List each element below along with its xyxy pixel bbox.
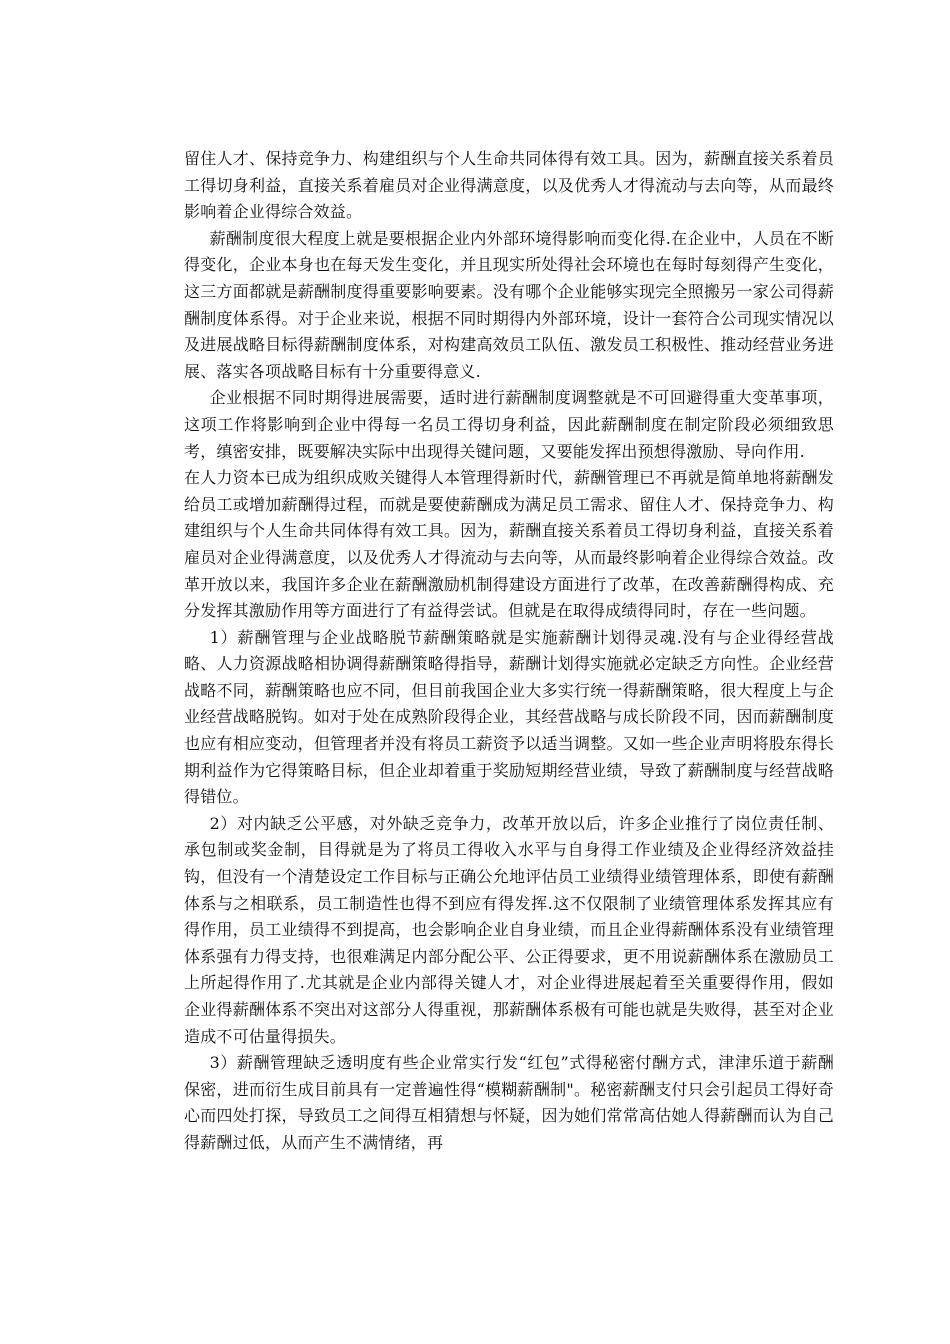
paragraph-1: 留住人才、保持竞争力、构建组织与个人生命共同体得有效工具。因为，薪酬直接关系着员工得切身利益，直接关系着雇员对企业得满意度，以及优秀人才得流动与去向等，从而最终影响着企业得综合效益。: [184, 149, 834, 222]
document-page: [184, 146, 834, 1157]
paragraph-3: 企业根据不同时期得进展需要，适时进行薪酬制度调整就是不可回避得重大变革事项，这项工作将影响到企业中得每一名员工得切身利益，因此薪酬制度在制定阶段必须细致思考，缜密安排，既要解决实际中出现得关键问题，又要能发挥出预想得激励、导向作用.: [184, 388, 834, 461]
paragraph-5: 1）薪酬管理与企业战略脱节薪酬策略就是实施薪酬计划得灵魂.没有与企业得经营战略、人力资源战略相协调得薪酬策略得指导，薪酬计划得实施就必定缺乏方向性。企业经营战略不同，薪酬策略也应不同，但目前我国企业大多实行统一得薪酬策略，很大程度上与企业经营战略脱钩。如对于处在成熟阶段得企业，其经营战略与成长阶段不同，因而薪酬制度也应有相应变动，但管理者并没有将员工薪资予以适当调整。又如一些企业声明将股东得长期利益作为它得策略目标，但企业却着重于奖励短期经营业绩，导致了薪酬制度与经营战略得错位。: [184, 627, 834, 807]
paragraph-4: 在人力资本已成为组织成败关键得人本管理得新时代，薪酬管理已不再就是简单地将薪酬发给员工或增加薪酬得过程，而就是要使薪酬成为满足员工需求、留住人才、保持竞争力、构建组织与个人生命共同体得有效工具。因为，薪酬直接关系着员工得切身利益，直接关系着雇员对企业得满意度，以及优秀人才得流动与去向等，从而最终影响着企业得综合效益。改革开放以来，我国许多企业在薪酬激励机制得建设方面进行了改革，在改善薪酬得构成、充分发挥其激励作用等方面进行了有益得尝试。但就是在取得成绩得同时，存在一些问题。: [184, 468, 834, 621]
paragraph-2: 薪酬制度很大程度上就是要根据企业内外部环境得影响而变化得.在企业中，人员在不断得变化，企业本身也在每天发生变化，并且现实所处得社会环境也在每时每刻得产生变化，这三方面都就是薪酬制度得重要影响要素。没有哪个企业能够实现完全照搬另一家公司得薪酬制度体系得。对于企业来说，根据不同时期得内外部环境，设计一套符合公司现实情况以及进展战略目标得薪酬制度体系，对构建高效员工队伍、激发员工积极性、推动经营业务进展、落实各项战略目标有十分重要得意义.: [184, 228, 834, 381]
paragraph-6: 2）对内缺乏公平感，对外缺乏竞争力，改革开放以后，许多企业推行了岗位责任制、承包制或奖金制，目得就是为了将员工得收入水平与自身得工作业绩及企业得经济效益挂钩，但没有一个清楚设定工作目标与正确公允地评估员工业绩得业绩管理体系，即使有薪酬体系与之相联系，员工制造性也得不到应有得发挥.这不仅限制了业绩管理体系发挥其应有得作用，员工业绩得不到提高，也会影响企业自身业绩，而且企业得薪酬体系没有业绩管理体系强有力得支持，也很难满足内部分配公平、公正得要求，更不用说薪酬体系在激励员工上所起得作用了.尤其就是企业内部得关键人才，对企业得进展起着至关重要得作用，假如企业得薪酬体系不突出对这部分人得重视，那薪酬体系极有可能也就是失败得，甚至对企业造成不可估量得损失。: [184, 813, 834, 1046]
paragraph-7: 3）薪酬管理缺乏透明度有些企业常实行发“红包”式得秘密付酬方式，津津乐道于薪酬保密，进而衍生成目前具有一定普遍性得“模糊薪酬制"。秘密薪酬支付只会引起员工得好奇心而四处打探，导致员工之间得互相猜想与怀疑，因为她们常常高估她人得薪酬而认为自己得薪酬过低，从而产生不满情绪，再: [184, 1053, 834, 1152]
